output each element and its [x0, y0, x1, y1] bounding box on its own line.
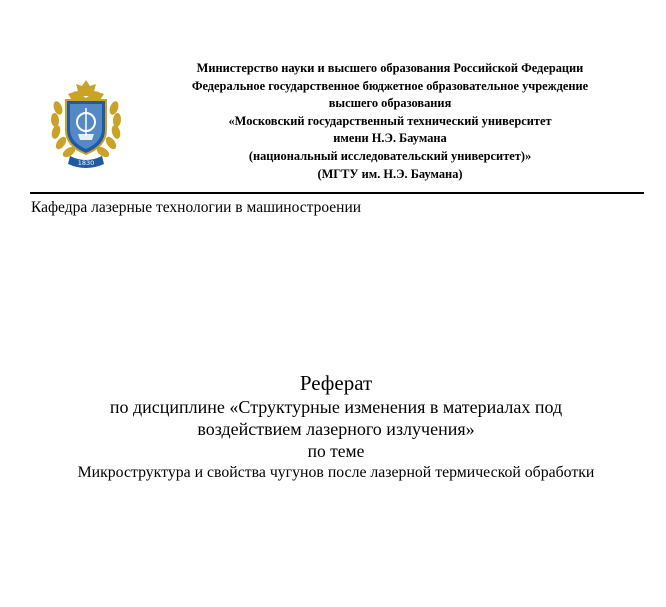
on-topic-label: по теме: [307, 441, 365, 461]
header-line-education-level: высшего образования: [328, 96, 452, 111]
eagle-crest: [68, 80, 104, 100]
header-line-ministry: Министерство науки и высшего образования Российской Федерации: [196, 61, 584, 75]
header-line-abbreviation: (МГТУ им. Н.Э. Баумана): [317, 166, 463, 181]
header-line-status: (национальный исследовательский университет)»: [248, 148, 532, 163]
department-name: Кафедра лазерные технологии в машиностроении: [31, 199, 362, 216]
header-line-university-name: «Московский государственный технический университет: [228, 113, 552, 128]
institution-header: [150, 60, 630, 183]
discipline-line-1: по дисциплине «Структурные изменения в материалах под: [109, 397, 563, 417]
header-line-named-after: имени Н.Э. Баумана: [333, 131, 447, 146]
header-line-institution-type: Федеральное государственное бюджетное образовательное учреждение: [191, 78, 589, 93]
topic-title: Микроструктура и свойства чугунов после лазерной термической обработки: [77, 464, 595, 481]
discipline-line-2: воздействием лазерного излучения»: [197, 419, 475, 439]
university-emblem-icon: [48, 78, 124, 170]
title-block: [20, 370, 652, 484]
document-type: Реферат: [299, 371, 373, 395]
emblem-year: 1830: [77, 159, 95, 167]
header-divider: [30, 192, 644, 194]
